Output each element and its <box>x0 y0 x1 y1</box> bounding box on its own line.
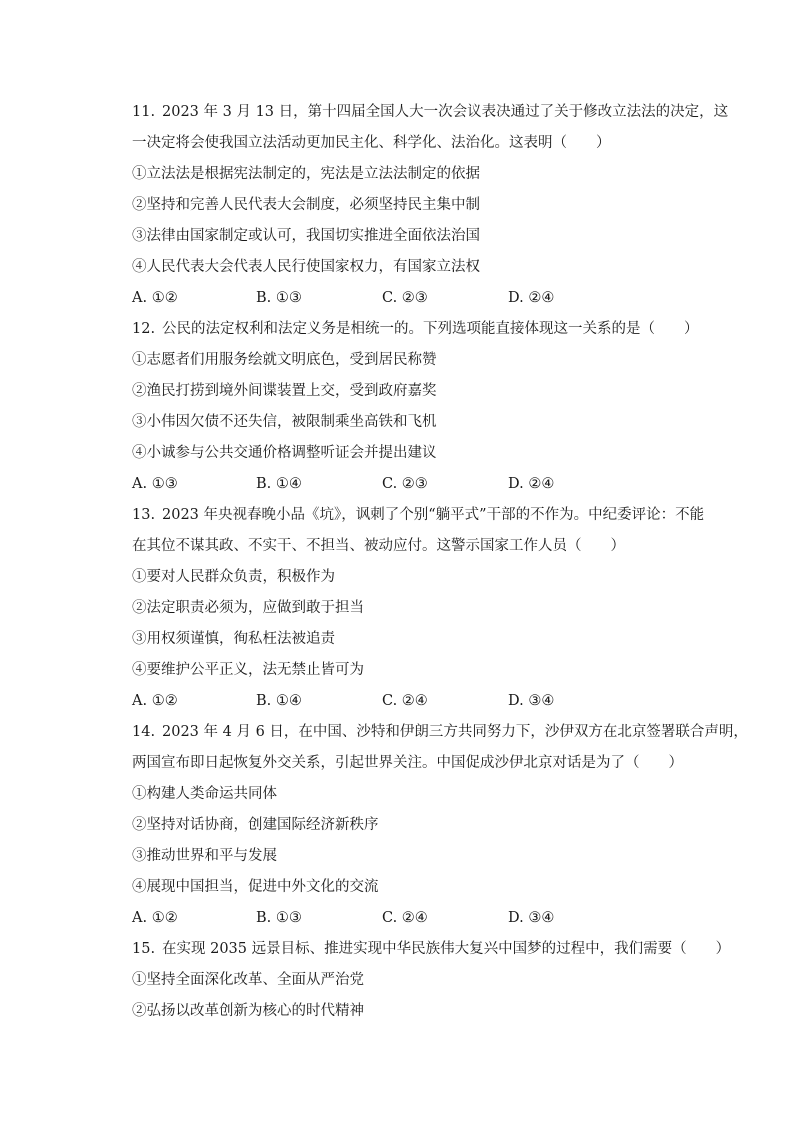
option-item: ②弘扬以改革创新为核心的时代精神 <box>132 1003 364 1019</box>
option-item: ④展现中国担当，促进中外文化的交流 <box>132 879 379 895</box>
answer-choice-b: B. ①③ <box>256 910 302 926</box>
question-stem-line <box>132 934 731 965</box>
option-item: ①构建人类命运共同体 <box>132 786 277 802</box>
answer-choice-d: D. ②④ <box>508 476 555 492</box>
question-stem-line: 在其位不谋其政、不实干、不担当、被动应付。这警示国家工作人员（ ） <box>132 538 625 554</box>
answer-choice-b: B. ①④ <box>256 476 302 492</box>
question-stem-line: 两国宣布即日起恢复外交关系，引起世界关注。中国促成沙伊北京对话是为了（ ） <box>132 755 683 771</box>
answer-choice-c: C. ②③ <box>382 290 428 306</box>
answer-choice-a: A. ①③ <box>132 476 178 492</box>
answer-choice-c: C. ②④ <box>382 910 428 926</box>
option-item: ②坚持和完善人民代表大会制度，必须坚持民主集中制 <box>132 197 480 213</box>
answer-choices <box>132 903 698 934</box>
question-number: 13. <box>132 507 156 523</box>
answer-choice-a: A. ①② <box>132 290 178 306</box>
question-stem-text: 2023 年 4 月 6 日，在中国、沙特和伊朗三方共同努力下，沙伊双方在北京签署联合声明， <box>162 724 748 740</box>
answer-choice-d: D. ③④ <box>508 693 555 709</box>
option-item: ①坚持全面深化改革、全面从严治党 <box>132 972 364 988</box>
question-15 <box>132 934 731 1027</box>
answer-choices <box>132 686 698 717</box>
question-13 <box>132 500 705 717</box>
answer-choice-c: C. ②④ <box>382 693 428 709</box>
question-number: 12. <box>132 321 156 337</box>
answer-choice-d: D. ②④ <box>508 290 555 306</box>
question-stem-text: 公民的法定权利和法定义务是相统一的。下列选项能直接体现这一关系的是（ ） <box>162 321 699 337</box>
option-item: ④人民代表大会代表人民行使国家权力，有国家立法权 <box>132 259 480 275</box>
answer-choice-d: D. ③④ <box>508 910 555 926</box>
answer-choice-b: B. ①④ <box>256 693 302 709</box>
option-item: ③推动世界和平与发展 <box>132 848 277 864</box>
question-stem-line <box>132 97 729 128</box>
question-stem-text: 2023 年央视春晚小品《坑》，讽刺了个别“躺平式”干部的不作为。中纪委评论：不能 <box>162 507 705 523</box>
question-stem-text: 2023 年 3 月 13 日，第十四届全国人大一次会议表决通过了关于修改立法法的决定，这 <box>162 104 729 120</box>
option-item: ③法律由国家制定或认可，我国切实推进全面依法治国 <box>132 228 480 244</box>
option-item: ①要对人民群众负责，积极作为 <box>132 569 335 585</box>
question-14 <box>132 717 748 934</box>
answer-choices <box>132 283 698 314</box>
question-12 <box>132 314 698 500</box>
answer-choice-b: B. ①③ <box>256 290 302 306</box>
option-item: ②坚持对话协商，创建国际经济新秩序 <box>132 817 379 833</box>
option-item: ②法定职责必须为，应做到敢于担当 <box>132 600 364 616</box>
option-item: ③小伟因欠债不还失信，被限制乘坐高铁和飞机 <box>132 414 437 430</box>
question-number: 15. <box>132 941 156 957</box>
option-item: ①立法法是根据宪法制定的，宪法是立法法制定的依据 <box>132 166 480 182</box>
option-item: ④要维护公平正义，法无禁止皆可为 <box>132 662 364 678</box>
option-item: ②渔民打捞到境外间谍装置上交，受到政府嘉奖 <box>132 383 437 399</box>
question-11 <box>132 97 729 314</box>
question-number: 11. <box>132 104 156 120</box>
answer-choice-a: A. ①② <box>132 910 178 926</box>
option-item: ①志愿者们用服务绘就文明底色，受到居民称赞 <box>132 352 437 368</box>
question-list <box>132 97 748 1027</box>
question-stem-line <box>132 314 698 345</box>
question-stem-text: 在实现 2035 远景目标、推进实现中华民族伟大复兴中国梦的过程中，我们需要（ ） <box>162 941 731 957</box>
answer-choices <box>132 469 698 500</box>
answer-choice-a: A. ①② <box>132 693 178 709</box>
question-stem-line <box>132 500 705 531</box>
option-item: ④小诚参与公共交通价格调整听证会并提出建议 <box>132 445 437 461</box>
question-stem-line <box>132 717 748 748</box>
question-number: 14. <box>132 724 156 740</box>
option-item: ③用权须谨慎，徇私枉法被追责 <box>132 631 335 647</box>
question-stem-line: 一决定将会使我国立法活动更加民主化、科学化、法治化。这表明（ ） <box>132 135 611 151</box>
answer-choice-c: C. ②③ <box>382 476 428 492</box>
